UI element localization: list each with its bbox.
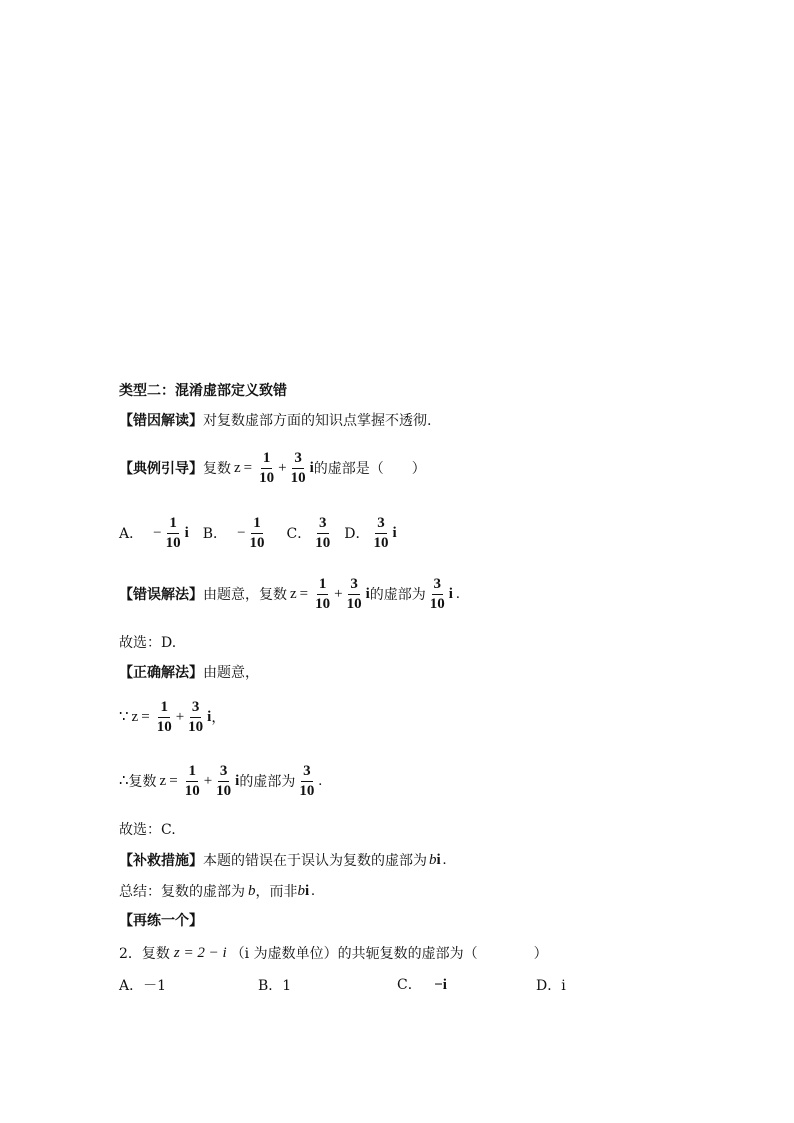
example-line xyxy=(119,451,426,486)
summary-i: i xyxy=(305,883,310,899)
therefore-symbol: ∴ xyxy=(119,773,129,789)
cause-text: 对复数虚部方面的知识点掌握不透彻. xyxy=(203,413,432,429)
because-i: i xyxy=(207,709,212,725)
practice-label: 【再练一个】 xyxy=(119,913,203,929)
q2-option-b: B．1 xyxy=(258,977,292,994)
because-fraction-2 xyxy=(186,700,205,735)
wrong-den1: 10 xyxy=(315,596,331,612)
therefore-num1: 1 xyxy=(186,764,198,782)
summary-b: b xyxy=(248,883,256,899)
summary-text-1: 总结：复数的虚部为 xyxy=(119,883,245,900)
option-d-den: 10 xyxy=(373,535,389,551)
remedy-end: . xyxy=(442,852,447,868)
wrong-den2: 10 xyxy=(346,596,362,612)
option-a-i: i xyxy=(184,525,189,541)
remedy-b: b xyxy=(429,852,437,868)
example-fraction-2 xyxy=(289,451,308,486)
remedy-i: i xyxy=(436,852,441,868)
therefore-ans-den: 10 xyxy=(299,783,315,799)
therefore-middle: 的虚部为 xyxy=(239,773,296,790)
cause-line xyxy=(119,414,431,428)
summary-b2: b xyxy=(297,883,305,899)
therefore-prefix: 复数 xyxy=(128,773,157,790)
wrong-label: 【错误解法】 xyxy=(119,586,203,603)
option-d-fraction xyxy=(371,516,390,551)
wrong-fraction-2 xyxy=(345,577,364,612)
wrong-prefix: 由题意，复数 xyxy=(203,586,287,603)
option-b-label: B． xyxy=(202,525,228,542)
because-num1: 1 xyxy=(158,700,170,718)
q2-option-c-label: C． xyxy=(397,977,422,993)
option-d-num: 3 xyxy=(375,516,387,534)
q2-option-c-value: −i xyxy=(434,977,447,993)
because-den2: 10 xyxy=(188,719,204,735)
question-2-paren: （i 为虚数单位）的共轭复数的虚部为（ ） xyxy=(230,945,548,962)
option-a-sign: − xyxy=(153,525,162,541)
q2-option-a: A．－1 xyxy=(119,977,167,994)
question-2-number: 2．复数 xyxy=(119,945,170,962)
therefore-den1: 10 xyxy=(184,783,200,799)
question-2-options xyxy=(119,978,566,993)
therefore-den2: 10 xyxy=(216,783,232,799)
option-a-label: A． xyxy=(119,525,144,542)
q2-option-d: D．i xyxy=(536,977,566,994)
option-b-den: 10 xyxy=(249,535,265,551)
wrong-answer-fraction xyxy=(428,577,447,612)
wrong-i: i xyxy=(365,586,370,602)
because-num2: 3 xyxy=(190,700,202,718)
option-a-fraction xyxy=(164,516,183,551)
remedy-line xyxy=(119,853,446,868)
because-plus: + xyxy=(175,709,185,725)
example-suffix: 的虚部是（ ） xyxy=(313,460,426,477)
example-i: i xyxy=(309,460,314,476)
example-den2: 10 xyxy=(290,470,306,486)
therefore-num2: 3 xyxy=(218,764,230,782)
wrong-ans-i: i xyxy=(448,586,453,602)
options-line xyxy=(119,516,397,551)
option-c-den: 10 xyxy=(315,535,331,551)
therefore-i: i xyxy=(235,773,240,789)
because-symbol: ∵ xyxy=(119,709,129,725)
correct-label-line xyxy=(119,666,259,680)
correct-choice: 故选：C. xyxy=(119,822,176,838)
example-plus: + xyxy=(278,460,287,476)
option-b-fraction xyxy=(248,516,267,551)
section-title: 类型二：混淆虚部定义致错 xyxy=(119,383,287,399)
option-b-sign: − xyxy=(237,525,246,541)
wrong-solution-line xyxy=(119,577,460,612)
because-den1: 10 xyxy=(156,719,172,735)
therefore-eq: = xyxy=(169,773,178,789)
therefore-line xyxy=(119,764,322,799)
example-fraction-1 xyxy=(257,451,276,486)
cause-label: 【错因解读】 xyxy=(119,413,203,429)
example-num1: 1 xyxy=(261,451,273,469)
example-z: z xyxy=(234,460,241,476)
wrong-z: z xyxy=(290,586,297,602)
wrong-end: . xyxy=(455,586,460,602)
question-2-line xyxy=(119,946,548,961)
wrong-ans-num: 3 xyxy=(432,577,444,595)
because-fraction-1 xyxy=(155,700,174,735)
example-den1: 10 xyxy=(259,470,275,486)
option-b-num: 1 xyxy=(251,516,263,534)
therefore-ans-num: 3 xyxy=(301,764,313,782)
wrong-num2: 3 xyxy=(348,577,360,595)
because-z: z xyxy=(131,709,139,725)
option-a-num: 1 xyxy=(167,516,179,534)
remedy-label: 【补救措施】 xyxy=(119,852,203,869)
correct-text: 由题意， xyxy=(203,665,259,681)
therefore-z: z xyxy=(159,773,167,789)
q2-option-c xyxy=(397,978,536,993)
option-c-fraction xyxy=(313,516,332,551)
example-label: 【典例引导】 xyxy=(119,460,203,477)
because-comma: ， xyxy=(211,709,226,726)
question-2-expr: z = 2 − i xyxy=(173,945,227,961)
wrong-eq: = xyxy=(299,586,309,602)
option-d-i: i xyxy=(392,525,397,541)
wrong-ans-den: 10 xyxy=(429,596,445,612)
example-num2: 3 xyxy=(292,451,304,469)
therefore-answer-fraction xyxy=(297,764,316,799)
wrong-num1: 1 xyxy=(317,577,329,595)
wrong-plus: + xyxy=(334,586,343,602)
because-line xyxy=(119,700,225,735)
remedy-text: 本题的错误在于误认为复数的虚部为 xyxy=(203,852,427,869)
wrong-fraction-1 xyxy=(313,577,332,612)
option-c-label: C． xyxy=(286,525,312,542)
option-c-num: 3 xyxy=(317,516,329,534)
wrong-choice: 故选：D. xyxy=(119,635,177,651)
therefore-fraction-1 xyxy=(183,764,202,799)
therefore-fraction-2 xyxy=(214,764,233,799)
example-eq: = xyxy=(243,460,253,476)
option-a-den: 10 xyxy=(165,535,181,551)
wrong-middle: 的虚部为 xyxy=(369,586,426,603)
therefore-end: . xyxy=(318,773,323,789)
example-prefix: 复数 xyxy=(203,460,231,477)
therefore-plus: + xyxy=(203,773,213,789)
because-eq: = xyxy=(141,709,150,725)
summary-text-2: ，而非 xyxy=(255,883,298,900)
summary-end: . xyxy=(311,883,315,899)
correct-label: 【正确解法】 xyxy=(119,665,203,681)
summary-line xyxy=(119,884,315,899)
option-d-label: D． xyxy=(344,525,370,542)
